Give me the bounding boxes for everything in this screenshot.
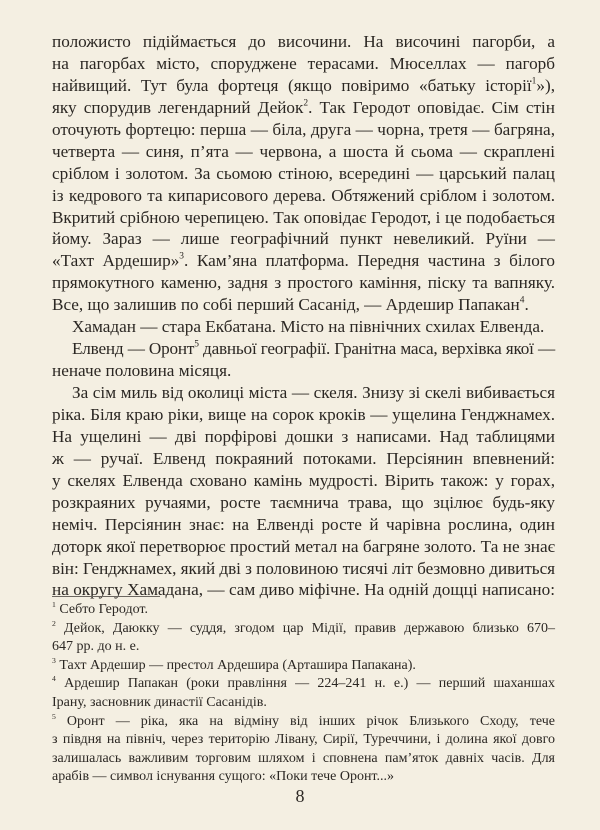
- text-line: [52, 31, 555, 53]
- page-number: 8: [295, 786, 305, 806]
- footnote-line: [52, 675, 555, 694]
- text-line: [52, 185, 555, 207]
- text-run: оточують фортецю: перша — біла, друга — чорна, третя — багряна,: [52, 119, 555, 139]
- footnote-marker: 3: [52, 655, 56, 665]
- text-run: ріка. Біля краю ріки, вище на сорок кроків — ущелина Генджнамех.: [52, 404, 555, 424]
- paragraph: [52, 31, 555, 316]
- footnote-separator: [52, 596, 160, 597]
- text-run: За сім миль від околиці міста — скеля. Знизу зі скелі вибивається: [72, 383, 555, 402]
- text-run: Вкритий срібною черепицею. Так оповідає Геродот, і це подобається: [52, 207, 555, 227]
- text-run: «Тахт Ардешир»: [52, 251, 180, 271]
- text-line: [52, 470, 555, 492]
- text-line: [52, 53, 555, 75]
- text-line: [52, 294, 555, 316]
- text-run: На ущелині — дві порфірові дошки з написами. Над таблицями: [52, 426, 555, 446]
- footnote-marker: 5: [52, 711, 56, 721]
- text-run: четверта — синя, п’ята — червона, а шоста й сьома — скраплені: [52, 141, 555, 161]
- text-run: у скелях Елвенда сховано камінь мудрості. Вірить також: у горах,: [52, 470, 555, 490]
- text-line: [52, 75, 555, 97]
- footnote-marker: 3: [179, 251, 185, 262]
- paragraph: [52, 338, 555, 382]
- footnote: [52, 620, 555, 657]
- footnote-line: [52, 638, 555, 657]
- footnote-line: [52, 750, 555, 769]
- footnote-line: [52, 657, 555, 676]
- text-run: розкраяних ручаями, росте таємнича трава, що зцілює будь-яку: [52, 492, 555, 512]
- text-run: сріблом і золотом. За сьомою стіною, всередині — царський палац: [52, 163, 555, 183]
- text-run: Елвенд — Оронт: [72, 339, 195, 359]
- text-line: [52, 514, 555, 536]
- text-run: ж — ручаї. Елвенд покраяний потоками. Персіянин впевнений:: [52, 448, 555, 468]
- text-line: [52, 558, 555, 580]
- text-run: неміч. Персіянин знає: на Елвенді росте й чарівна рослина, один: [52, 514, 555, 534]
- text-run: йому. Зараз — лише географічний пункт невеликий. Руїни —: [52, 229, 555, 249]
- text-run: Дейок, Даюкку — суддя, згодом цар Мідії, правив державою близько 670–: [55, 620, 555, 636]
- text-run: »),: [536, 75, 555, 95]
- text-run: . Кам’яна платформа. Передня частина з білого: [184, 251, 556, 271]
- text-run: .: [524, 295, 529, 315]
- text-run: Оронт — ріка, яка на відміну від інших річок Близького Сходу, тече: [55, 713, 555, 729]
- text-line: [52, 228, 555, 250]
- footnote-line: [52, 731, 555, 750]
- text-line: [52, 579, 555, 601]
- text-line: [52, 360, 555, 382]
- footnote-line: [52, 768, 555, 787]
- text-run: Себто Геродот.: [55, 602, 148, 617]
- footnotes: [52, 601, 555, 787]
- text-run: доторк якої перетворює простий метал на багряне золото. Та не знає: [52, 536, 555, 556]
- text-line: [52, 492, 555, 514]
- footnote-marker: 2: [52, 618, 56, 628]
- footnote: [52, 601, 555, 620]
- footnote-line: [52, 694, 555, 713]
- text-run: неначе половина місяця.: [52, 361, 232, 381]
- footnote-marker: 4: [52, 674, 56, 684]
- footnote-marker: 1: [531, 76, 537, 87]
- text-run: на пагорбах місто, споруджене терасами. Мюселлах — пагорб: [52, 53, 555, 73]
- text-line: [52, 536, 555, 558]
- text-run: з півдня на північ, через територію Лівану, Сирії, Туреччини, і долина якої довго: [52, 732, 555, 748]
- footnote-marker: 5: [194, 339, 199, 350]
- paragraph: [52, 316, 555, 338]
- text-run: залишалась важливим торговим шляхом і сповнена пам’яток давніх часів. Для: [52, 750, 555, 766]
- text-run: найвищий. Тут була фортеця (якщо повіримо «батьку історії: [52, 75, 532, 95]
- text-run: із кедрового та кипарисового дерева. Обтяжений сріблом і золотом.: [52, 185, 555, 205]
- text-run: Ірану, засновник династії Сасанідів.: [52, 694, 267, 710]
- footnote-line: [52, 713, 555, 732]
- text-run: він: Генджнамех, який дві з половиною тисячі літ безмовно дивиться: [52, 558, 556, 578]
- text-line: [52, 207, 555, 229]
- text-run: Ардешир Папакан (роки правління — 224–241 н. е.) — перший шаханшах: [55, 676, 555, 692]
- paragraph: [52, 382, 555, 601]
- text-run: положисто підіймається до височини. На височині пагорби, а: [52, 32, 555, 51]
- text-line: [52, 382, 555, 404]
- text-line: [52, 97, 555, 119]
- text-line: [52, 338, 555, 360]
- footnote-marker: 1: [52, 599, 56, 609]
- footnote-marker: 2: [303, 98, 309, 109]
- text-line: [52, 316, 555, 338]
- text-run: арабів — символ існування сущого: «Поки тече Оронт...»: [52, 769, 394, 785]
- text-run: Тахт Ардешир — престол Ардешира (Арташира Папакана).: [55, 657, 416, 673]
- text-line: [52, 448, 555, 470]
- text-run: давньої географії. Гранітна маса, верхівка якої —: [198, 339, 555, 359]
- text-run: . Так Геродот оповідає. Сім стін: [308, 97, 556, 117]
- text-run: яку спорудив легендарний Дейок: [52, 97, 304, 117]
- text-line: [52, 250, 555, 272]
- text-run: 647 рр. до н. е.: [52, 639, 140, 655]
- text-line: [52, 119, 555, 141]
- text-run: Все, що залишив по собі перший Сасанід, — Ардешир Папакан: [52, 295, 520, 315]
- text-line: [52, 272, 555, 294]
- text-line: [52, 404, 555, 426]
- text-line: [52, 426, 555, 448]
- body-text: [52, 31, 555, 601]
- text-run: прямокутного каменю, задня з простого каміння, піску та вапняку.: [52, 273, 555, 293]
- text-run: на округу Хамадана, — сам диво міфічне. На одній дощці написано:: [52, 580, 555, 600]
- footnote: [52, 675, 555, 712]
- footnote-line: [52, 620, 555, 639]
- text-run: Хамадан — стара Екбатана. Місто на північних схилах Елвенда.: [72, 317, 545, 337]
- text-line: [52, 141, 555, 163]
- footnote: [52, 713, 555, 787]
- footnote: [52, 657, 555, 676]
- text-line: [52, 163, 555, 185]
- footnote-marker: 4: [519, 295, 525, 306]
- footnote-line: [52, 601, 555, 620]
